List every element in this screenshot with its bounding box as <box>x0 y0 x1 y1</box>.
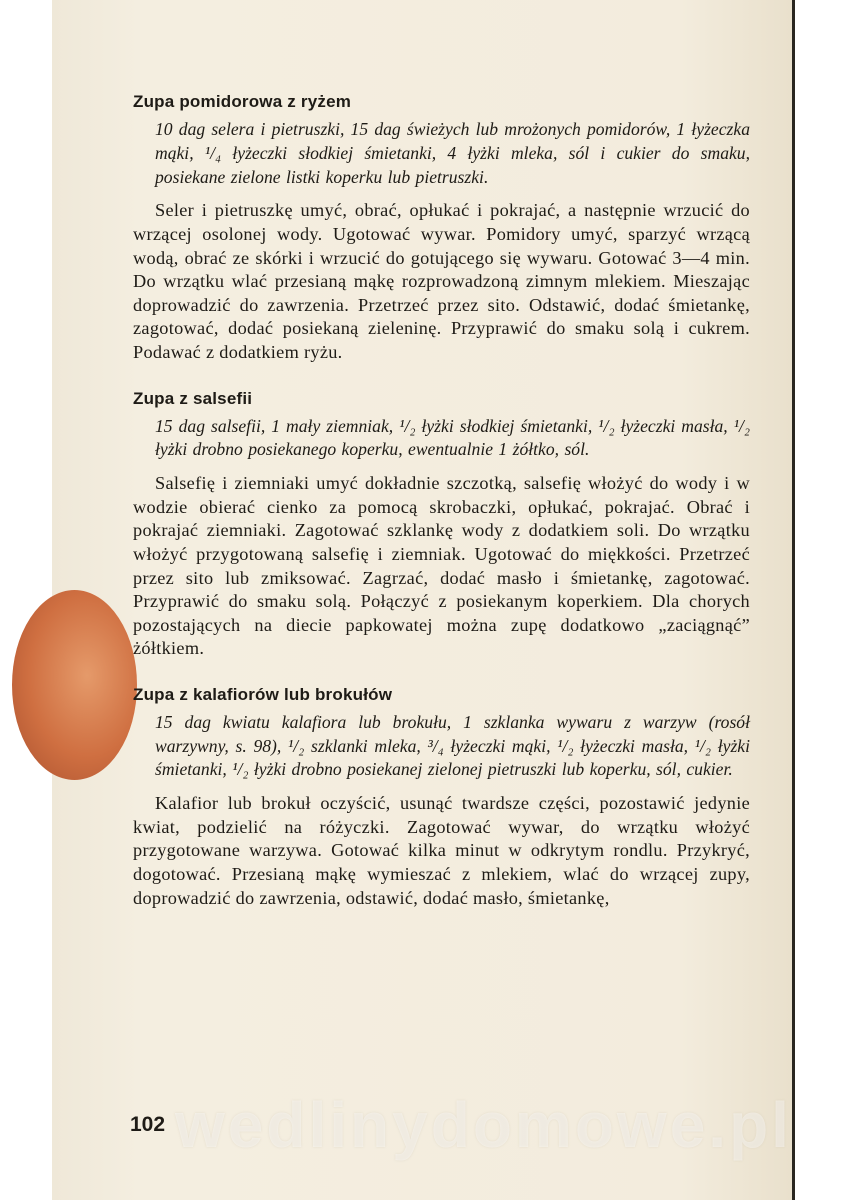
recipe-ingredients: 10 dag selera i pietruszki, 15 dag świeżych lub mrożonych pomidorów, 1 łyżeczka mąki, ¹/₄ łyżeczki słodkiej śmietanki, 4 łyżki mleka, sól i cukier do smaku, posiekane zielone listki koperku lub pietruszki. <box>155 119 750 187</box>
recipe-section <box>133 92 750 365</box>
recipe-ingredients: 15 dag salsefii, 1 mały ziemniak, ¹/₂ łyżki słodkiej śmietanki, ¹/₂ łyżeczki masła, ¹/₂ łyżki drobno posiekanego koperku, ewentualnie 1 żółtko, sól. <box>155 415 750 460</box>
page-number: 102 <box>130 1113 166 1136</box>
recipe-ingredients: 15 dag kwiatu kalafiora lub brokułu, 1 szklanka wywaru z warzyw (rosół warzywny, s. 98), ¹/₂ szklanki mleka, ³/₄ łyżeczki mąki, ¹/₂ łyżeczki masła, ¹/₂ łyżki śmietanki, ¹/₂ łyżki drobno posiekanej zielonej pietruszki lub koperku, sól, cukier. <box>155 711 750 780</box>
recipe-section <box>133 685 750 910</box>
page-margin <box>795 0 849 1200</box>
page-content <box>133 92 750 934</box>
thumb <box>12 590 137 780</box>
recipe-method: Seler i pietruszkę umyć, obrać, opłukać i pokrajać, a następnie wrzucić do wrzącej osolonej wody. Ugotować wywar. Pomidory umyć, sparzyć wrzącą wodą, obrać ze skórki i wrzucić do gotującego się wywaru. Gotować 3—4 min. Do wrzątku wlać przesianą mąkę rozprowadzoną zimnym mlekiem. Mieszając doprowadzić do zawrzenia. Przetrzeć przez sito. Odstawić, dodać śmietankę, zagotować, dodać posiekaną zieleninę. Przyprawić do smaku solą i cukrem. Podawać z dodatkiem ryżu. <box>133 200 750 362</box>
recipe-method: Kalafior lub brokuł oczyścić, usunąć twardsze części, pozostawić jedynie kwiat, podzielić na różyczki. Zagotować wywar, do wrzątku włożyć przygotowane warzywa. Gotować kilka minut w odkrytym rondlu. Przykryć, dogotować. Przesianą mąkę wymieszać z mlekiem, wlać do wrzącej zupy, doprowadzić do zawrzenia, odstawić, dodać masło, śmietankę, <box>133 793 750 908</box>
recipe-method: Salsefię i ziemniaki umyć dokładnie szczotką, salsefię włożyć do wody i w wodzie obierać cienko za pomocą skrobaczki, opłukać, pokrajać. Obrać i pokrajać ziemniaki. Zagotować szklankę wody z dodatkiem soli. Do wrzątku włożyć przygotowaną salsefię i ziemniak. Ugotować do miękkości. Przetrzeć przez sito lub zmiksować. Zagrzać, dodać masło i śmietankę, zagotować. Przyprawić do smaku solą. Połączyć z posiekanym koperkiem. Dla chorych pozostających na diecie papkowatej można zupę dodatkowo „zaciągnąć” żółtkiem. <box>133 473 750 659</box>
recipe-title: Zupa pomidorowa z ryżem <box>133 92 352 111</box>
recipe-title: Zupa z kalafiorów lub brokułów <box>133 684 393 704</box>
recipe-title: Zupa z salsefii <box>133 388 253 408</box>
watermark: wedlinydomowe.pl <box>175 1089 792 1161</box>
recipe-section <box>133 389 750 661</box>
